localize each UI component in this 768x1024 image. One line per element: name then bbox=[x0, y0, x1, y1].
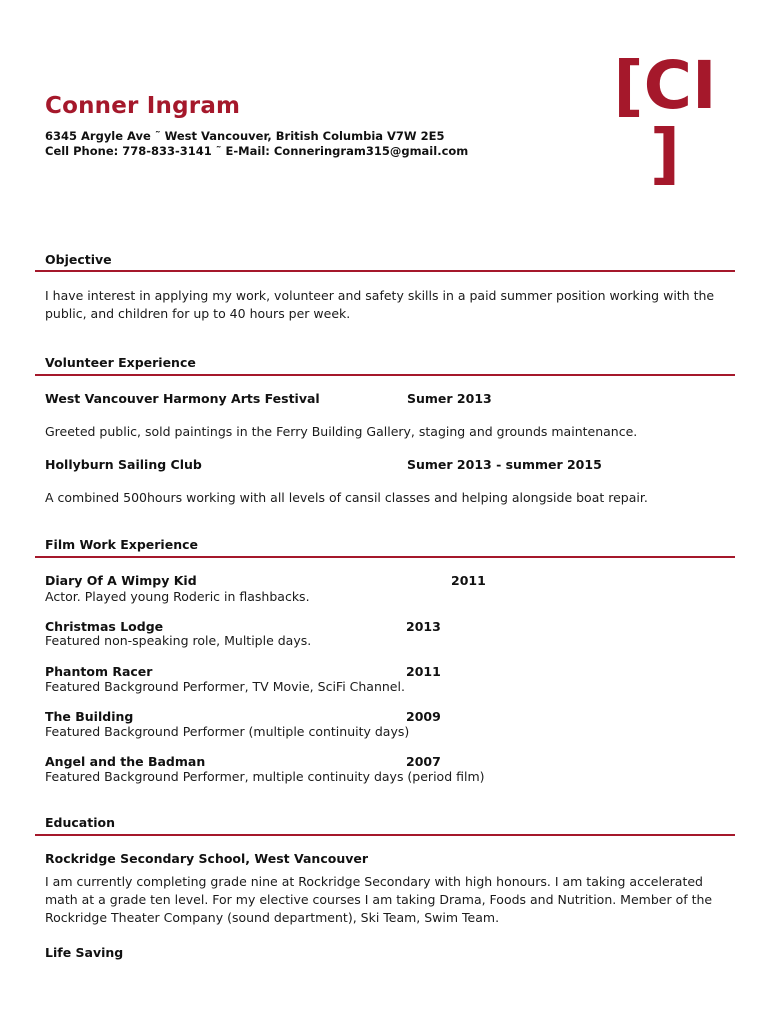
section-divider bbox=[35, 556, 735, 558]
applicant-name: Conner Ingram bbox=[45, 93, 241, 119]
film-year: 2011 bbox=[451, 573, 486, 588]
film-desc: Featured Background Performer, multiple continuity days (period film) bbox=[45, 769, 485, 784]
film-title: The Building bbox=[45, 709, 134, 724]
film-desc: Featured non-speaking role, Multiple days. bbox=[45, 633, 312, 648]
education-heading: Education bbox=[45, 815, 115, 830]
objective-heading: Objective bbox=[45, 252, 112, 267]
monogram-line-1: [CI bbox=[613, 47, 717, 124]
volunteer-desc: Greeted public, sold paintings in the Ferry Building Gallery, staging and grounds maintenance. bbox=[45, 424, 638, 439]
volunteer-date: Sumer 2013 bbox=[407, 391, 492, 406]
film-year: 2007 bbox=[406, 754, 441, 769]
life-saving-heading: Life Saving bbox=[45, 945, 124, 960]
school-name: Rockridge Secondary School, West Vancouver bbox=[45, 851, 369, 866]
film-year: 2009 bbox=[406, 709, 441, 724]
monogram-line-2: ] bbox=[649, 115, 681, 192]
section-divider bbox=[35, 374, 735, 376]
education-text: I am currently completing grade nine at Rockridge Secondary with high honours. I am taking accelerated math at a grade ten level. For my elective courses I am taking Drama, Foods and Nutrition. Member of the Rockridge Theater Company (sound department), Ski Team, Swim Team. bbox=[45, 874, 713, 925]
volunteer-org: Hollyburn Sailing Club bbox=[45, 457, 202, 472]
film-year: 2011 bbox=[406, 664, 441, 679]
film-title: Phantom Racer bbox=[45, 664, 153, 679]
volunteer-heading: Volunteer Experience bbox=[45, 355, 196, 370]
section-divider bbox=[35, 834, 735, 836]
section-divider bbox=[35, 270, 735, 272]
monogram-logo bbox=[610, 47, 720, 192]
film-title: Christmas Lodge bbox=[45, 619, 164, 634]
film-heading: Film Work Experience bbox=[45, 537, 198, 552]
film-title: Diary Of A Wimpy Kid bbox=[45, 573, 197, 588]
film-desc: Actor. Played young Roderic in flashbacks. bbox=[45, 589, 310, 604]
film-desc: Featured Background Performer, TV Movie, SciFi Channel. bbox=[45, 679, 405, 694]
phone-email-line: Cell Phone: 778-833-3141 ˜ E-Mail: Conneringram315@gmail.com bbox=[45, 144, 469, 158]
film-desc: Featured Background Performer (multiple continuity days) bbox=[45, 724, 410, 739]
volunteer-date: Sumer 2013 - summer 2015 bbox=[407, 457, 602, 472]
volunteer-org: West Vancouver Harmony Arts Festival bbox=[45, 391, 320, 406]
address-line: 6345 Argyle Ave ˜ West Vancouver, British Columbia V7W 2E5 bbox=[45, 129, 445, 143]
film-title: Angel and the Badman bbox=[45, 754, 206, 769]
volunteer-desc: A combined 500hours working with all levels of cansil classes and helping alongside boat repair. bbox=[45, 490, 648, 505]
objective-text: I have interest in applying my work, volunteer and safety skills in a paid summer position working with the public, and children for up to 40 hours per week. bbox=[45, 288, 715, 321]
film-year: 2013 bbox=[406, 619, 441, 634]
